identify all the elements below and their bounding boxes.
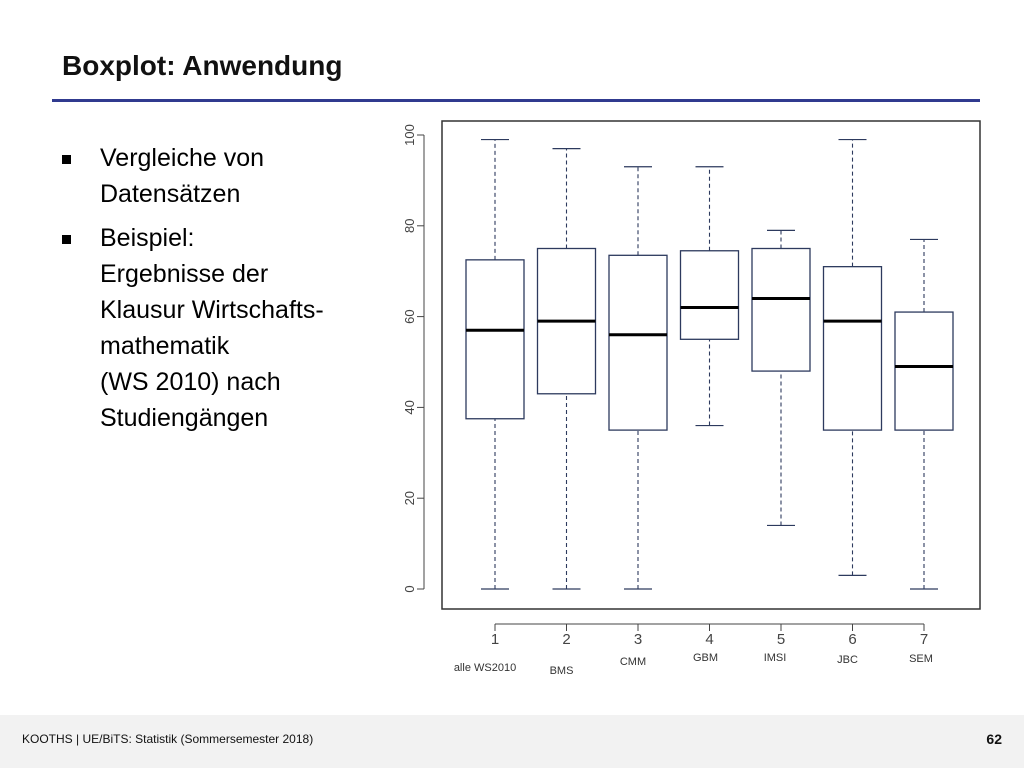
group-label: IMSI: [763, 652, 787, 664]
footer-bar: [0, 715, 1024, 768]
group-label: BMS: [549, 665, 574, 677]
group-label: SEM: [909, 653, 933, 665]
y-tick-label: 100: [402, 124, 417, 146]
x-tick-label: 4: [705, 631, 714, 648]
group-label: alle WS2010: [453, 662, 517, 674]
x-tick-label: 2: [562, 631, 571, 648]
bullet-text-line: mathematik: [100, 332, 230, 360]
boxplot-svg: [392, 110, 996, 688]
y-tick-label: 40: [402, 400, 417, 415]
boxplot-chart: [392, 110, 996, 688]
bullet-text-line: Datensätzen: [100, 180, 241, 208]
slide-title: Boxplot: Anwendung: [62, 50, 343, 81]
group-label: JBC: [837, 654, 858, 666]
bullet-text-line: Vergleiche von: [100, 144, 265, 172]
bullet-text-line: Beispiel:: [100, 224, 195, 252]
x-tick-label: 7: [919, 631, 929, 648]
y-tick-label: 80: [402, 218, 417, 234]
box-iqr: [824, 267, 882, 430]
bullet-list: [62, 140, 392, 444]
group-label: GBM: [692, 652, 719, 664]
y-tick-label: 0: [402, 585, 417, 593]
x-tick-label: 3: [633, 631, 643, 648]
box-iqr: [466, 260, 524, 419]
x-tick-label: 1: [490, 631, 500, 648]
footer-text: KOOTHS | UE/BiTS: Statistik (Sommersemester 2018): [22, 732, 314, 746]
box-iqr: [681, 251, 739, 340]
square-bullet-icon: [62, 155, 71, 164]
x-tick-label: 5: [776, 631, 786, 648]
bullet-item: [62, 220, 392, 436]
box-iqr: [752, 249, 810, 372]
bullet-text-line: Klausur Wirtschafts-: [100, 296, 324, 324]
x-tick-label: 6: [848, 631, 857, 648]
y-tick-label: 20: [402, 490, 417, 506]
bullet-text-line: (WS 2010) nach: [100, 368, 281, 396]
y-tick-label: 60: [402, 309, 417, 324]
square-bullet-icon: [62, 235, 71, 244]
bullet-text-line: Studiengängen: [100, 404, 269, 432]
title-divider: [52, 99, 980, 102]
bullet-text-line: Ergebnisse der: [100, 260, 269, 288]
box-iqr: [609, 255, 667, 430]
box-iqr: [895, 312, 953, 430]
bullet-item: [62, 140, 392, 212]
page-number: 62: [986, 731, 1002, 747]
group-label: CMM: [619, 656, 647, 668]
